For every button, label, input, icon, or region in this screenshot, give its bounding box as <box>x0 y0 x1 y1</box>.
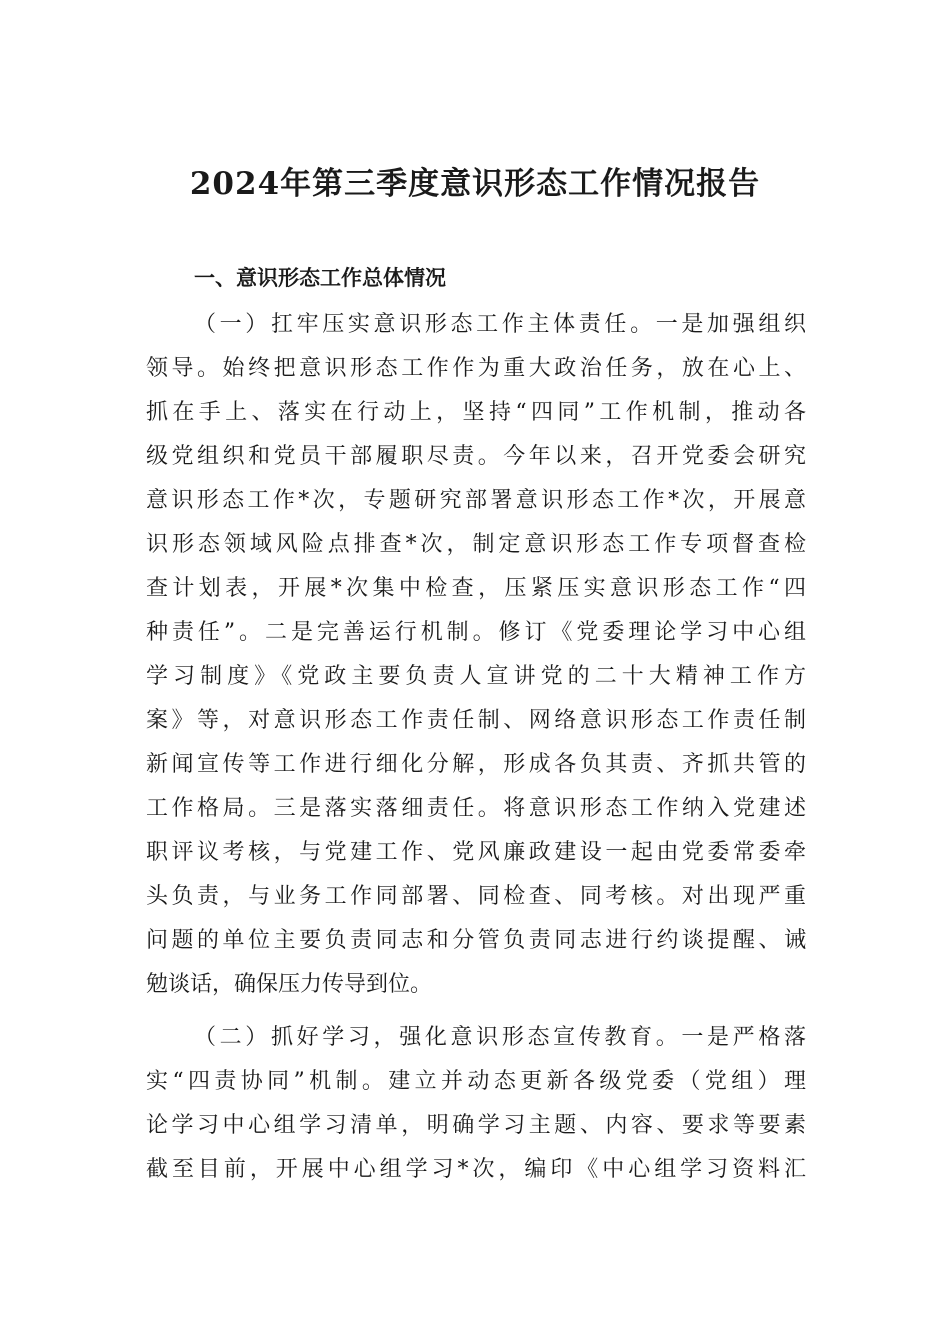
paragraph-line: （一）扛牢压实意识形态工作主体责任。一是加强组织 <box>194 312 806 337</box>
paragraph-line: 工作格局。三是落实落细责任。将意识形态工作纳入党建述 <box>146 796 806 821</box>
paragraph-line: 实“四责协同”机制。建立并动态更新各级党委（党组）理 <box>146 1069 806 1094</box>
section-heading: 一、意识形态工作总体情况 <box>194 266 446 290</box>
paragraph-line: 问题的单位主要负责同志和分管负责同志进行约谈提醒、诫 <box>146 928 806 953</box>
paragraph-line: 职评议考核，与党建工作、党风廉政建设一起由党委常委牵 <box>146 840 806 865</box>
paragraph-line: 查计划表，开展*次集中检查，压紧压实意识形态工作“四 <box>146 576 806 601</box>
paragraph-line: 抓在手上、落实在行动上，坚持“四同”工作机制，推动各 <box>146 400 806 425</box>
paragraph-line: 种责任”。二是完善运行机制。修订《党委理论学习中心组 <box>146 620 806 645</box>
paragraph-line: 新闻宣传等工作进行细化分解，形成各负其责、齐抓共管的 <box>146 752 806 777</box>
paragraph-line: 级党组织和党员干部履职尽责。今年以来，召开党委会研究 <box>146 444 806 469</box>
paragraph-line: 案》等，对意识形态工作责任制、网络意识形态工作责任制 <box>146 708 806 733</box>
document-title: 2024年第三季度意识形态工作情况报告 <box>189 166 761 202</box>
paragraph-line: 头负责，与业务工作同部署、同检查、同考核。对出现严重 <box>146 884 806 909</box>
paragraph-line: 论学习中心组学习清单，明确学习主题、内容、要求等要素 <box>146 1113 806 1138</box>
paragraph-line: 勉谈话，确保压力传导到位。 <box>146 972 433 997</box>
paragraph-line: 截至目前，开展中心组学习*次，编印《中心组学习资料汇 <box>146 1157 806 1182</box>
paragraph-line: （二）抓好学习，强化意识形态宣传教育。一是严格落 <box>194 1025 806 1050</box>
paragraph-line: 学习制度》《党政主要负责人宣讲党的二十大精神工作方 <box>146 664 806 689</box>
paragraph-line: 领导。始终把意识形态工作作为重大政治任务，放在心上、 <box>146 356 806 381</box>
paragraph-line: 识形态领域风险点排查*次，制定意识形态工作专项督查检 <box>146 532 806 557</box>
paragraph-line: 意识形态工作*次，专题研究部署意识形态工作*次，开展意 <box>146 488 806 513</box>
